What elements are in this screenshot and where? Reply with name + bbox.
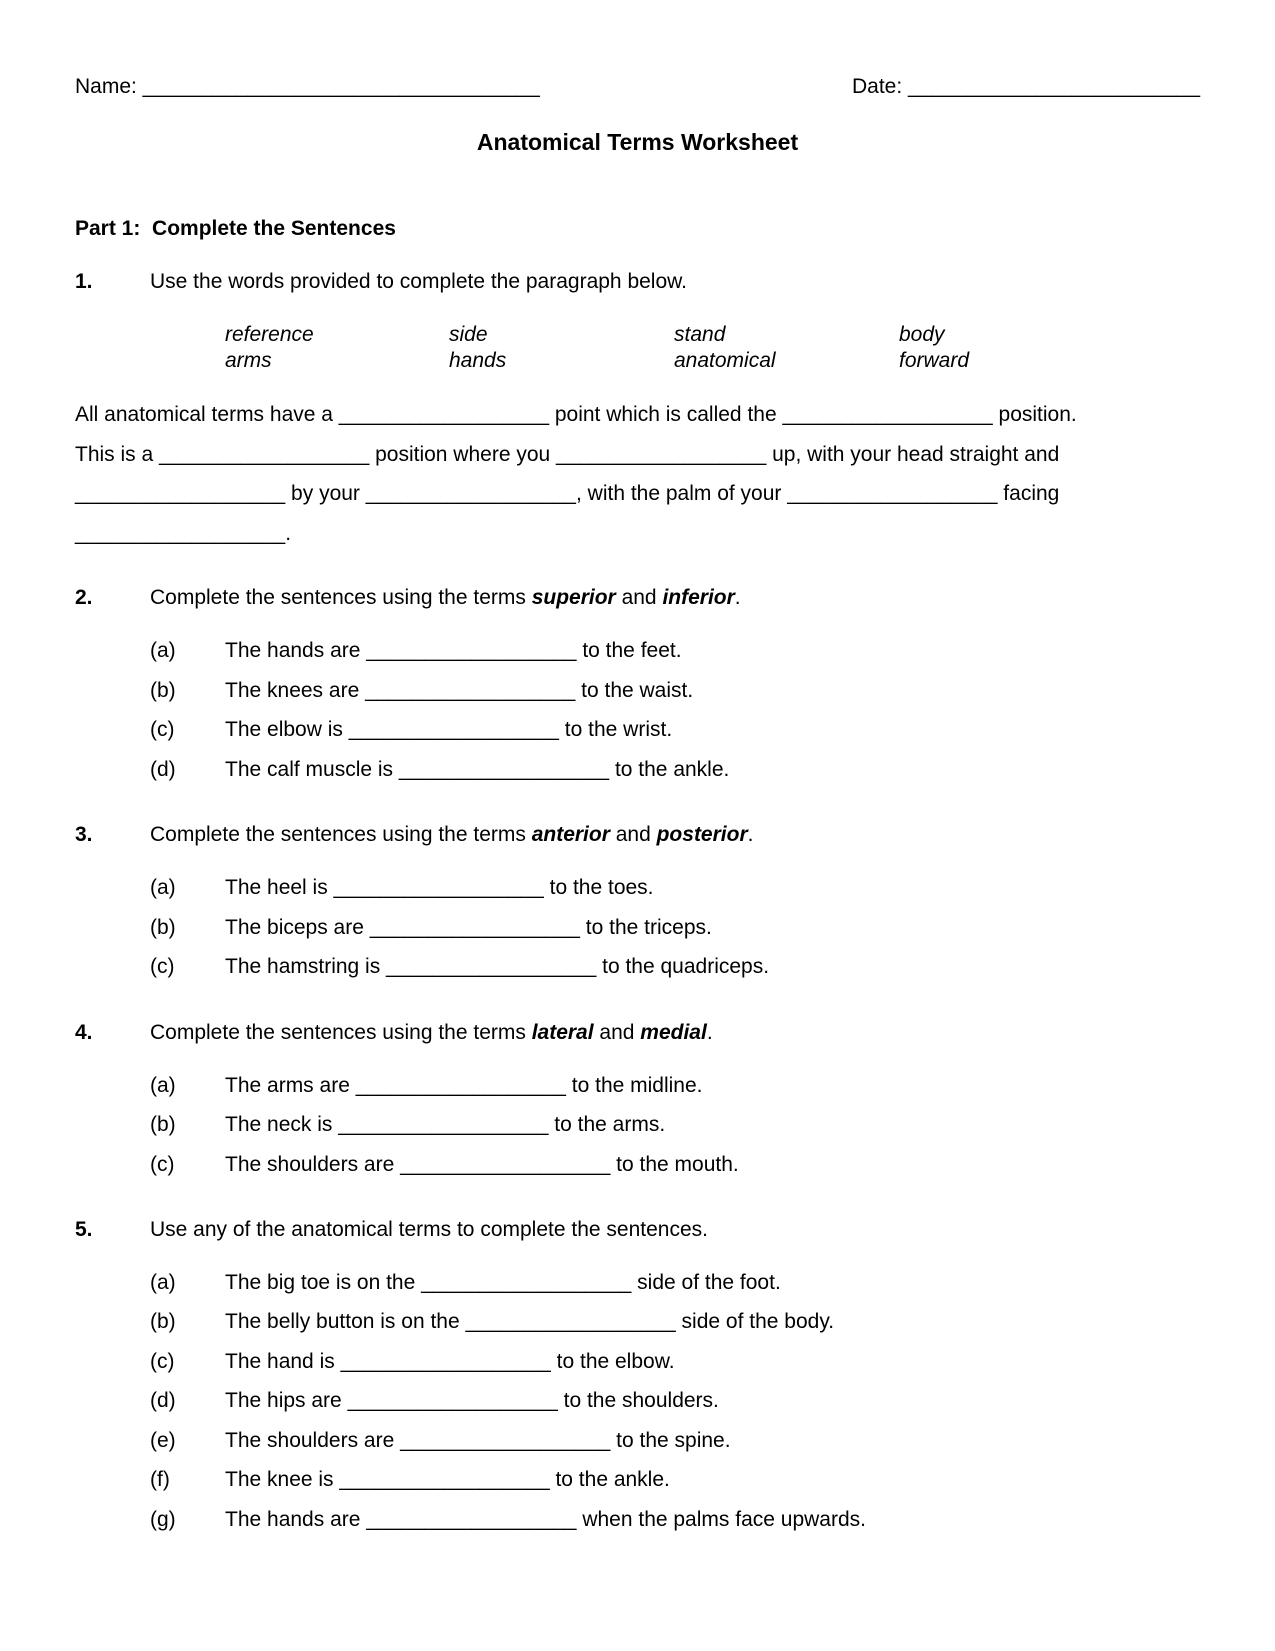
q2-item-label: (c) bbox=[150, 718, 175, 741]
instruction-and: and bbox=[609, 823, 657, 846]
q5-item-text[interactable]: The shoulders are __________________ to the spine. bbox=[225, 1429, 731, 1452]
q5-item-label: (c) bbox=[150, 1350, 175, 1373]
instruction-text: Complete the sentences using the terms bbox=[150, 1021, 532, 1044]
q4-item-text[interactable]: The neck is __________________ to the arms. bbox=[225, 1113, 666, 1136]
q2-number: 2. bbox=[75, 586, 93, 609]
q2-item-text[interactable]: The knees are __________________ to the waist. bbox=[225, 679, 694, 702]
q2-item-text[interactable]: The calf muscle is __________________ to the ankle. bbox=[225, 758, 730, 781]
q5-item-text[interactable]: The hand is __________________ to the elbow. bbox=[225, 1350, 675, 1373]
q1-number: 1. bbox=[75, 270, 93, 293]
q5-instruction: Use any of the anatomical terms to complete the sentences. bbox=[150, 1218, 708, 1241]
q5-item-label: (g) bbox=[150, 1508, 176, 1531]
q2-item-text[interactable]: The elbow is __________________ to the wrist. bbox=[225, 718, 673, 741]
q4-number: 4. bbox=[75, 1021, 93, 1044]
paragraph-line[interactable]: __________________ by your __________________, with the palm of your __________________ facing bbox=[75, 482, 1060, 505]
q2-item-label: (b) bbox=[150, 679, 176, 702]
instruction-end: . bbox=[747, 823, 754, 846]
word-bank-item: stand bbox=[674, 323, 726, 346]
q5-number: 5. bbox=[75, 1218, 93, 1241]
q1-instruction: Use the words provided to complete the paragraph below. bbox=[150, 270, 687, 293]
q2-instruction bbox=[150, 587, 741, 608]
term-posterior: posterior bbox=[656, 823, 748, 846]
q2-item-label: (d) bbox=[150, 758, 176, 781]
q5-item-text[interactable]: The knee is __________________ to the ankle. bbox=[225, 1468, 670, 1491]
instruction-and: and bbox=[593, 1021, 641, 1044]
term-medial: medial bbox=[640, 1021, 707, 1044]
q5-item-label: (d) bbox=[150, 1389, 176, 1412]
word-bank-item: forward bbox=[899, 349, 970, 372]
name-field[interactable]: Name: __________________________________ bbox=[75, 75, 540, 98]
date-field[interactable]: Date: _________________________ bbox=[852, 75, 1201, 98]
term-lateral: lateral bbox=[531, 1021, 594, 1044]
q4-item-text[interactable]: The arms are __________________ to the midline. bbox=[225, 1074, 703, 1097]
q3-item-text[interactable]: The biceps are __________________ to the triceps. bbox=[225, 916, 712, 939]
q3-instruction bbox=[150, 824, 753, 845]
word-bank-item: arms bbox=[225, 349, 272, 372]
instruction-end: . bbox=[734, 586, 741, 609]
term-superior: superior bbox=[531, 586, 616, 609]
paragraph-line[interactable]: This is a __________________ position where you __________________ up, with your head straight and bbox=[75, 443, 1060, 466]
instruction-text: Complete the sentences using the terms bbox=[150, 823, 532, 846]
word-bank-item: side bbox=[449, 323, 488, 346]
q3-item-label: (a) bbox=[150, 876, 176, 899]
term-anterior: anterior bbox=[531, 823, 610, 846]
q4-item-label: (a) bbox=[150, 1074, 176, 1097]
q5-item-text[interactable]: The hips are __________________ to the shoulders. bbox=[225, 1389, 719, 1412]
q5-item-text[interactable]: The belly button is on the __________________ side of the body. bbox=[225, 1310, 835, 1333]
q4-item-text[interactable]: The shoulders are __________________ to the mouth. bbox=[225, 1153, 739, 1176]
q3-item-text[interactable]: The hamstring is __________________ to the quadriceps. bbox=[225, 955, 770, 978]
paragraph-line[interactable]: __________________. bbox=[75, 522, 292, 545]
q5-item-label: (a) bbox=[150, 1271, 176, 1294]
q4-item-label: (b) bbox=[150, 1113, 176, 1136]
q3-item-label: (b) bbox=[150, 916, 176, 939]
q5-item-label: (f) bbox=[150, 1468, 170, 1491]
instruction-end: . bbox=[706, 1021, 713, 1044]
q2-item-text[interactable]: The hands are __________________ to the feet. bbox=[225, 639, 682, 662]
q5-item-label: (e) bbox=[150, 1429, 176, 1452]
term-inferior: inferior bbox=[662, 586, 735, 609]
q5-item-text[interactable]: The hands are __________________ when the palms face upwards. bbox=[225, 1508, 866, 1531]
q4-instruction bbox=[150, 1022, 713, 1043]
instruction-text: Complete the sentences using the terms bbox=[150, 586, 532, 609]
page-title: Anatomical Terms Worksheet bbox=[476, 129, 799, 155]
word-bank-item: hands bbox=[449, 349, 507, 372]
q3-number: 3. bbox=[75, 823, 93, 846]
word-bank-item: body bbox=[899, 323, 945, 346]
q4-item-label: (c) bbox=[150, 1153, 175, 1176]
q5-item-text[interactable]: The big toe is on the __________________ side of the foot. bbox=[225, 1271, 781, 1294]
q3-item-text[interactable]: The heel is __________________ to the toes. bbox=[225, 876, 654, 899]
q5-item-label: (b) bbox=[150, 1310, 176, 1333]
instruction-and: and bbox=[615, 586, 663, 609]
q3-item-label: (c) bbox=[150, 955, 175, 978]
word-bank-item: anatomical bbox=[674, 349, 776, 372]
word-bank-item: reference bbox=[225, 323, 314, 346]
paragraph-line[interactable]: All anatomical terms have a __________________ point which is called the __________________ position. bbox=[75, 403, 1077, 426]
q2-item-label: (a) bbox=[150, 639, 176, 662]
part1-heading: Part 1: Complete the Sentences bbox=[75, 217, 396, 240]
